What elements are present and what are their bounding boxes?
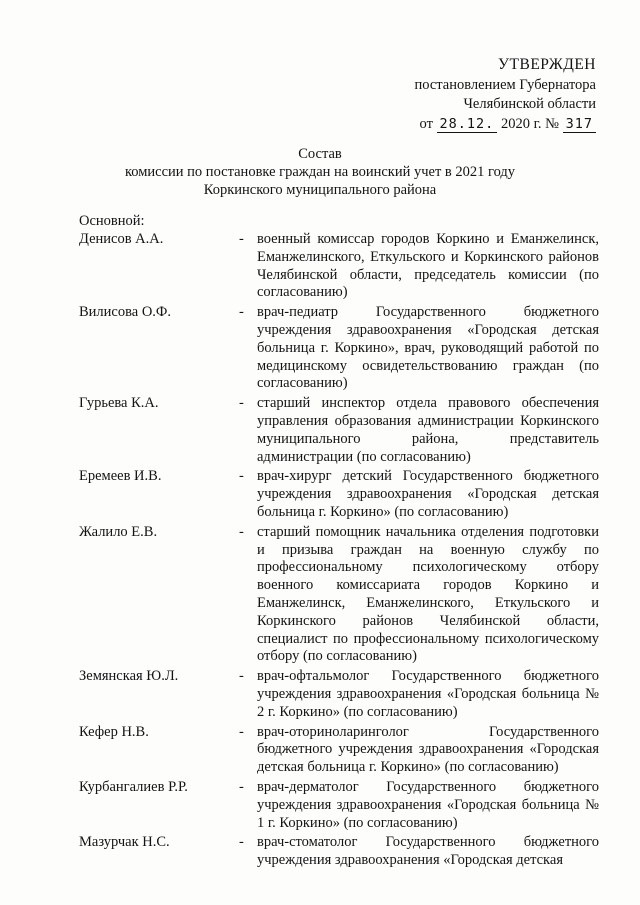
member-name: Гурьева К.А. [79, 395, 159, 412]
approval-line-2: Челябинской области [463, 96, 596, 112]
approval-date-line [414, 115, 596, 134]
member-name: Денисов А.А. [79, 231, 164, 247]
member-name: Курбангалиев Р.Р. [79, 778, 188, 795]
member-description: врач-стоматолог Государственного бюджетного учреждения здравоохранения «Городская детская [257, 834, 599, 869]
member-description: врач-дерматолог Государственного бюджетного учреждения здравоохранения «Городская больница № 1 г. Коркино» (по согласованию) [257, 778, 599, 831]
document-heading [0, 145, 640, 199]
members-list [79, 231, 599, 872]
approval-block [414, 55, 596, 134]
member-dash: - [239, 834, 244, 851]
member-row [79, 304, 599, 393]
member-row [79, 231, 599, 302]
approval-title: УТВЕРЖДЕН [498, 56, 596, 73]
member-name: Мазурчак Н.С. [79, 834, 170, 851]
heading-line-3: Коркинского муниципального района [203, 182, 437, 198]
member-dash: - [239, 231, 244, 247]
member-description: врач-офтальмолог Государственного бюджетного учреждения здравоохранения «Городская больница № 2 г. Коркино» (по согласованию) [257, 668, 599, 720]
member-row [79, 779, 599, 832]
heading-line-2: комиссии по постановке граждан на воинский учет в 2021 году [124, 164, 516, 180]
member-name: Земянская Ю.Л. [79, 668, 179, 685]
member-description: врач-педиатр Государственного бюджетного учреждения здравоохранения «Городская детская больница г. Коркино», врач, руководящий работой по медицинскому освидетельствованию граждан (по согласованию) [257, 304, 599, 392]
heading-line-1: Состав [298, 146, 342, 162]
member-name: Еремеев И.В. [79, 468, 162, 485]
member-dash: - [239, 723, 244, 740]
member-description: врач-хирург детский Государственного бюджетного учреждения здравоохранения «Городская детская больница г. Коркино» (по согласованию) [257, 468, 599, 520]
section-label: Основной: [79, 213, 145, 229]
member-dash: - [239, 778, 244, 795]
member-row [79, 668, 599, 721]
member-dash: - [239, 468, 244, 485]
member-dash: - [239, 668, 244, 685]
member-row [79, 834, 599, 870]
member-description: врач-оториноларинголог Государственного бюджетного учреждения здравоохранения «Городская детская больница г. Коркино» (по согласованию) [257, 723, 599, 776]
member-description: военный комиссар городов Коркино и Еманжелинск, Еманжелинского, Еткульского и Коркинского районов Челябинской области, председатель комиссии (по согласованию) [257, 231, 599, 301]
member-description: старший инспектор отдела правового обеспечения управления образования администрации Коркинского муниципального района, представитель администрации (по согласованию) [257, 395, 599, 465]
member-dash: - [239, 523, 244, 540]
member-row [79, 724, 599, 777]
member-dash: - [239, 304, 244, 321]
member-name: Вилисова О.Ф. [79, 304, 172, 321]
approval-prefix: от [419, 116, 433, 132]
member-row [79, 468, 599, 521]
member-name: Кефер Н.В. [79, 723, 149, 740]
member-dash: - [239, 395, 244, 412]
member-description: старший помощник начальника отделения подготовки и призыва граждан на военную службу по профессиональному психологическому отбору военного комиссариата городов Коркино и Еманжелинск, Еманжелинского, Еткульского и Коркинского районов Челябинской области, специалист по профессиональному психологическому отбору (по согласованию) [257, 523, 599, 665]
approval-year: 2020 г. № [500, 116, 559, 132]
approval-line-1: постановлением Губернатора [414, 77, 596, 93]
member-row [79, 524, 599, 666]
approval-date: 28.12. [437, 116, 498, 133]
member-row [79, 395, 599, 466]
member-name: Жалило Е.В. [79, 523, 158, 540]
approval-number: 317 [563, 116, 596, 133]
